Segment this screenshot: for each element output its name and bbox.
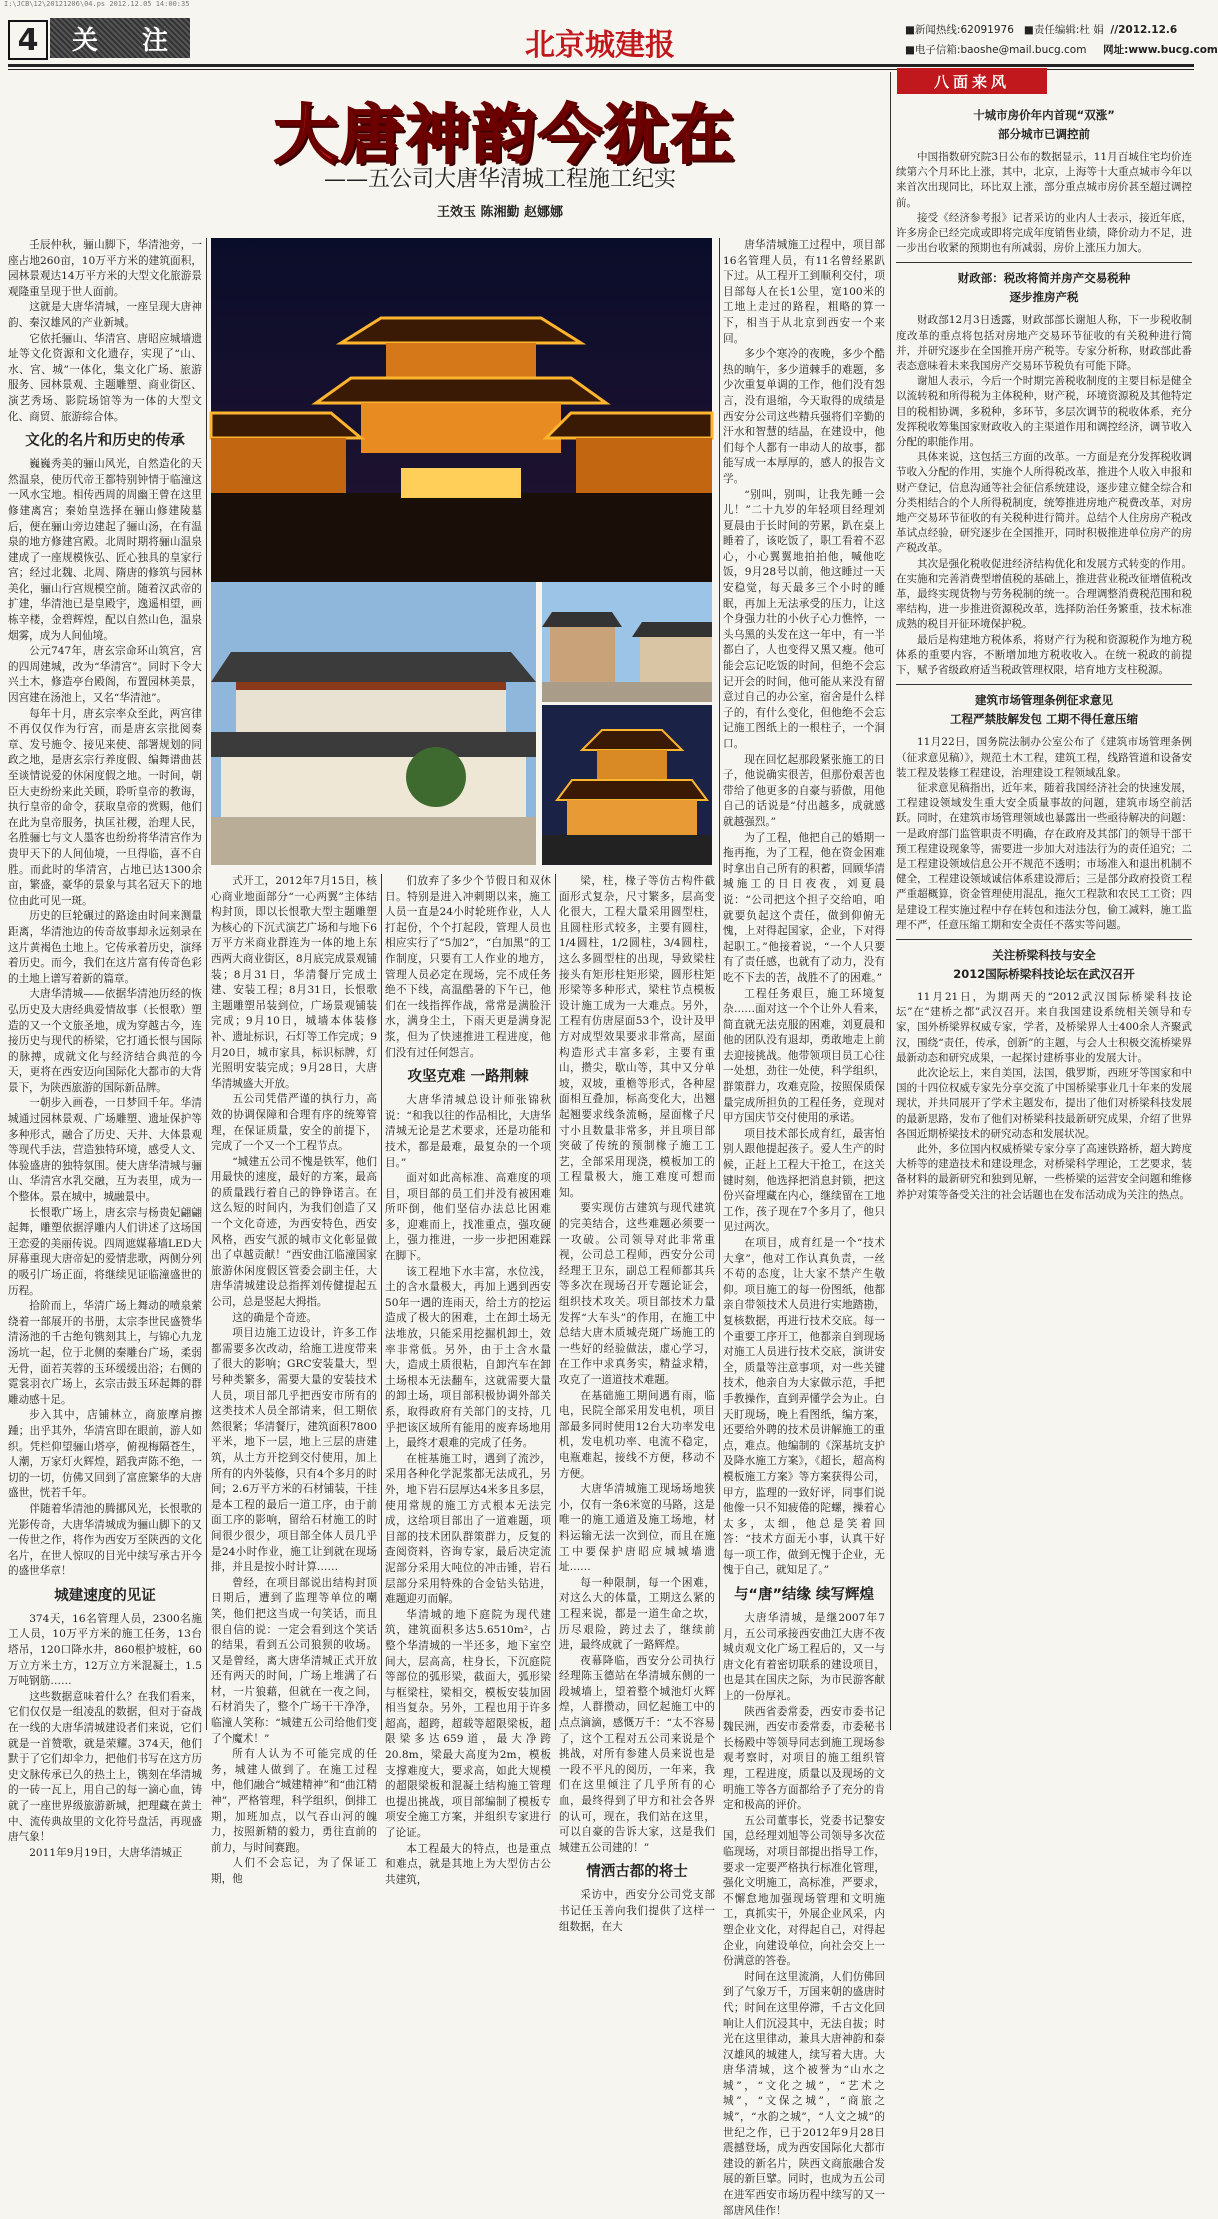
paragraph: 它依托骊山、华清宫、唐昭应城墙遗址等文化资源和文化遗存，实现了“山、水、宫、城”一体化，集文化广场、旅游服务、园林景观、主题雕塑、商业街区、演艺秀场、影院场馆等为一体的大型文化、商贸、旅游综合体。 <box>8 332 202 423</box>
paragraph: 采访中，西安分公司党支部书记任玉善向我们提供了这样一组数据，在大 <box>559 1889 715 1933</box>
column-divider <box>555 874 556 1730</box>
paragraph: 陕西省委常委，西安市委书记魏民洲，西安市委常委，市委秘书长杨殿中等领导同志到施工现场参观考察时，对项目的施工组织管理，工程进度，质量以及现场的文明施工等各方面都给予了充分的肯定和极高的评价。 <box>723 1705 885 1812</box>
section-heading: 攻坚克难 一路荆棘 <box>407 1069 529 1086</box>
paragraph: 每年十月，唐玄宗率众至此，两宫律不再仅仅作为行宫，而是唐玄宗批阅奏章、发号施令、接见来使、部署规划的同政之地，是唐玄宗行养度假、编舞谱曲甚至谈情说爱的休闲度假之地。一时间，朝臣大吏纷纷来此关顾，聆听皇帝的教诲，执行皇帝的命令，获取皇帝的赏赐，他们在此为皇帝服务，执匡社稷，治理人民，名胜骊七与文人墨客也纷纷将华清宫作为贵甲天下的人间仙境，一旦得临，喜不自胜。而此时的华清宫，占地已达1300余亩，繁盛，豪华的景象与其名冠天下的地位由此可见一斑。 <box>8 707 202 907</box>
sidebar-headline <box>896 269 1192 307</box>
article-column-1 <box>8 238 202 1859</box>
sidebar-paragraph: 具体来说，这包括三方面的改革。一方面是充分发挥税收调节收入分配的作用，实施个人所得税改革，推进个人收入申报和财产登记，信息沟通等社会征信系统建设，逐步建立健全综合和分类相结合的个人所得税制度，统筹推进房地产税费改革，对房地产交易环节征收的有关税种进行简并。总结个人住房房产税改革试点经验，研究逐步在全国推开，同时积极推进单位房产的房产税改革。 <box>896 451 1192 555</box>
sidebar-paragraph: 此次论坛上，来自美国，法国，俄罗斯，西班牙等国家和中国的十四位权威专家先分享交流了中国桥梁事业几十年来的发展现状，并共同展开了学术主题发布，提出了他们对桥梁科技发展的最新思路，发布了他们对桥梁科技最新研究成果，介绍了世界各国近期桥梁技术的研究动态和发展状况。 <box>896 1066 1192 1140</box>
paragraph: 梁，柱，椽子等仿古构件截面形式复杂，尺寸繁多，层高变化很大，工程大量采用圆型柱，且圆柱形式较多，主要有圆柱，1/4圆柱，1/2圆柱，3/4圆柱，这么多圆型柱的出现，导致梁柱接头有矩形柱矩形梁，圆形柱矩形梁等多种形式，梁柱节点模板设计施工成为一大难点。另外，工程有仿唐屋面53个，设计及甲方对成型效果要求非常高，屋面构造形式丰富多彩，主要有重山，攒尖，歇山等，其中又分单坡，双坡，重檐等形式，各种屋面相互叠加，标高变化大，出翘起翘要求线条流畅，屋面椽子尺寸小且数量非常多，并且项目部突破了传统的预制椽子施工工艺，全部采用现浇，模板加工的工程量极大，施工难度可想而知。 <box>559 875 715 1199</box>
article-column-4 <box>559 874 715 1933</box>
sidebar-separator <box>896 684 1192 685</box>
sidebar-paragraph: 11月22日，国务院法制办公室公布了《建筑市场管理条例（征求意见稿）》，规范土木工程，建筑工程，线路管道和设备安装工程及装修工程建设，治理建设工程领域乱象。 <box>896 736 1192 779</box>
sidebar-separator <box>896 262 1192 263</box>
paragraph: 们放弃了多少个节假日和双休日。特别是进入冲刺期以来，施工人员一直是24小时轮班作业，人人打起份，个个打起段，管理人员也相应实行了“5加2”，“白加黑”的工作制度，只要有工人作业的地方，管理人员必定在现场，完不成任务绝不下线，高温酷暑的下午已，他们在一线指挥作战，常常是满脸汗水，满身尘土，下雨天更是满身泥浆，但为了快速推进工程进度，他们没有过任何怨言。 <box>385 875 551 1059</box>
section-char: 关 <box>71 25 98 56</box>
paragraph: 多少个寒冷的夜晚，多少个酷热的晌午，多少道棘手的难题，多少次重复单调的工作，他们没有怨言，没有退缩，今天取得的成绩是西安分公司这些精兵强将们辛勤的汗水和智慧的结晶，在建设中，他们每个人都有一串动人的故事，都能写成一本厚厚的，感人的报告文学。 <box>723 348 885 485</box>
paragraph: 人们不会忘记，为了保证工期，他 <box>211 1857 377 1885</box>
paragraph: 项目技术部长成育红，最害怕别人跟他提起孩子。爱人生产的时候，正赶上工程大干抢工，在这关键时刻，他选择把消息封锁，把这份兴奋埋藏在内心，继续留在工地工作，孩子现在7个多月了，他只见过两次。 <box>723 1127 885 1234</box>
sidebar-paragraph: 财政部12月3日透露，财政部部长谢旭人称，下一步税收制度改革的重点将包括对房地产交易环节征收的有关税种进行简并，并研究逐步在全国推开房产税等。专家分析称，财政部此番表态意味着未来我国房产交易环节税负有可能下降。 <box>896 314 1192 373</box>
paragraph: 在项目，成育红是一个“技术大拿”，他对工作认真负责，一丝不苟的态度，让大家不禁产生敬仰。项目施工的每一份图纸，他都亲自带领技术人员进行实地踏勘，复核数据，再进行技术交底。每一个重要工序开工，他都亲自到现场对施工人员进行技术交底，演讲安全，质量等注意事项，对一些关键技术，他亲自为大家做示范，手把手教操作，直到弄懂学会为止。白天盯现场，晚上看图纸，编方案，还要给外聘的技术员讲解施工的重点，难点。他编制的《深基坑支护及降水施工方案》，《超长，超高构模板施工方案》等方案获得公司，甲方，监理的一致好评，同事们说他像一只不知疲倦的陀螺，操着心太多，太细，他总是笑着回答：“技术方面无小事，认真干好每一项工作，做到无愧于企业，无愧于自己，就知足了。” <box>723 1237 885 1577</box>
sidebar-headline <box>896 946 1192 984</box>
paragraph: 这的确是个奇迹。 <box>232 1311 317 1324</box>
paragraph: 要实现仿古建筑与现代建筑的完美结合，这些难题必须要一一攻破。公司领导对此非常重视，公司总工程师，西安分公司经理王卫东，副总工程师都其兵等多次在现场召开专题论证会，组织技术攻关。项目部技术力量发挥“大车头”的作用，在施工中总结大唐木质城壳斑广场施工的一些好的经验做法，虚心学习，在工作中求真务实，精益求精，攻克了一道道技术难题。 <box>559 1202 715 1386</box>
responsible-editor: ■责任编辑:杜 娟 <box>1023 24 1104 36</box>
sidebar-news <box>896 100 1192 1730</box>
sidebar-headline-line: 财政部：税改将简并房产交易税种 <box>957 271 1131 286</box>
issue-date: //2012.12.6 <box>1110 24 1178 36</box>
article-column-2 <box>211 874 377 1885</box>
article-headline: 大唐神韵今犹在 <box>274 99 736 173</box>
paragraph: 一朝步入画卷，一日梦回千年。华清城通过园林景观、广场雕塑、遗址保护等多种形式，融合了历史、天井、大体景观等现代手法，营造独特环境，感受人文、体验盛唐的独特氛围。使大唐华清城与骊山、华清宫水乳交融，互为表里，成为一个整体。景在城中，城融景中。 <box>8 1097 202 1204</box>
paragraph: 现在回忆起那段紧张施工的日子，他说确实很苦，但那份艰苦也带给了他更多的自豪与骄傲，用他自己的话说是“付出越多，成就感就越强烈。” <box>723 753 885 828</box>
paragraph: 这就是大唐华清城，一座呈现大唐神韵、秦汉雄风的产业新城。 <box>8 301 202 329</box>
paragraph: 大唐华清城总设计师张锦秋说：“和我以往的作品相比，大唐华清城无论是艺术要求，还是功能和技术，都是最难，最复杂的一个项目。” <box>385 1094 551 1169</box>
sidebar-headline-line: 部分城市已调控前 <box>998 127 1090 141</box>
sidebar-divider <box>890 72 891 1730</box>
sidebar-paragraph: 11月21日，为期两天的“2012武汉国际桥梁科技论坛”在“建桥之都”武汉召开。来自我国建设系统相关领导和专家，国外桥梁界权威专家，学者，及桥梁界人士400余人齐聚武汉，围绕“责任，传承，创新”的主题，与会人士积极交流桥梁界最新动态和研究成果，一起探讨建桥事业的发展大计。 <box>896 990 1192 1064</box>
paragraph: 壬辰仲秋，骊山脚下，华清池旁，一座占地260亩，10万平方米的建筑面积，园林景观达14万平方米的大型文化旅游景观隆重呈现于世人面前。 <box>8 239 202 298</box>
hotline: ■新闻热线:62091976 <box>905 24 1014 36</box>
paragraph: “城建五公司不愧是铁军，他们用最快的速度，最好的方案，最高的质量践行着自己的铮铮诺言。在这么短的时间内，为我们创造了又一个文化奇迹，为西安特色，西安风格，西安气派的城市文化彰显做出了卓越贡献！”西安曲江临潼国家旅游休闲度假区管委会副主任，大唐华清城建设总指挥刘传健提起五公司，总是竖起大拇指。 <box>211 1155 377 1309</box>
section-heading: 与“唐”结缘 续写辉煌 <box>733 1587 875 1604</box>
sidebar-headline <box>896 106 1192 144</box>
sidebar-headline-line: 逐步推房产税 <box>1009 290 1079 305</box>
section-heading: 城建速度的见证 <box>54 1587 156 1604</box>
paragraph: 式开工，2012年7月15日，核心商业地面部分“一心两翼”主体结构封顶，即以长恨歌大型主题雕塑为核心的下沉式演艺广场和与地下6万平方米商业群连为一体的地上东西两大商业街区，8月底完成景观铺装；8月31日，华清餐厅完成土建、安装工程；8月31日，长恨歌主题雕塑吊装到位，广场景观铺装完成；9月10日，城墙本体装修补、遗址标识，石灯等工作完成；9月20日，城市家具，标识标牌，灯光照明安装完成；9月28日，大唐华清城盛大开放。 <box>211 875 377 1090</box>
article-column-5 <box>723 238 885 2217</box>
paragraph: 在基础施工期间遇有雨，临电，民院全部采用发电机，项目部最多同时使用12台大功率发电机，发电机功率、电流不稳定，电瓶难起，接线不方便，移动不方便。 <box>559 1389 715 1480</box>
paragraph: 夜幕降临，西安分公司执行经理陈玉德站在华清城东侧的一段城墙上，望着整个城池灯火辉煌，人群攒动，回忆起施工中的点点滴滴，感慨万千：“太不容易了，这个工程对五公司来说是个挑战，对所有参建人员来说也是一段不平凡的阅历，一年来，我们在这里倾注了几乎所有的心血，最终得到了甲方和社会各界的认可，现在，我们站在这里，可以自豪的告诉大家，这是我们城建五公司建的！” <box>559 1654 715 1854</box>
email-address: ■电子信箱:baoshe@mail.bucg.com <box>905 44 1087 56</box>
paragraph: 这些数据意味着什么？在我们看来，它们仅仅是一组凌乱的数据，但对于奋战在一线的大唐华清城建设者们来说，它们就是一首赞歌，就是荣耀。374天，他们默于了它们却伞力，把他们书写在这方历史文脉传承已久的热土上，镌刻在华清城的一砖一瓦上，用自己的每一滴心血，铸就了一座世界级旅游新城，把理藏在黄土中、流传典故里的文化符号盘活，再现盛唐气象！ <box>8 1690 202 1844</box>
sidebar-paragraph: 接受《经济参考报》记者采访的业内人士表示，接近年底，许多房企已经完成或即将完成年度销售业绩，降价动力不足，进一步出台收紧的预期也有所减弱，房价上涨压力加大。 <box>896 211 1192 255</box>
photo-day-building <box>211 582 536 865</box>
paragraph: 每一种限制，每一个困难，对这么大的体量，工期这么紧的工程来说，都是一道生命之坎，历尽艰险，跨过去了，继续前进，最终成就了一路辉煌。 <box>559 1576 715 1652</box>
paragraph: 五公司董事长，党委书记黎安国，总经理刘旭等公司领导多次莅临现场，对项目部提出指导工作，要求一定要严格执行标准化管理，强化文明施工，高标准，严要求，不懈怠地加强现场管理和文明施工，真抓实干，外展企业风采，内塑企业文化，对得起自己，对得起企业，向建设单位，向社会交上一份满意的答卷。 <box>723 1814 885 1968</box>
paragraph: 面对如此高标准、高难度的项目，项目部的员工们并没有被困难所吓倒，他们坚信办法总比困难多，迎难而上，找准重点，强攻硬上，强力推进，一步一步把困难踩在脚下。 <box>385 1172 551 1263</box>
paragraph: 拾阶而上，华清广场上舞动的喷泉萦绕着一部展开的书册，太宗李世民盛赞华清汤池的千古绝句镌刻其上，与锦心九龙汤坑一起，位于北侧的秦雕台广场，柔弱无骨，面若芙蓉的玉环缓缓出浴；右侧的霓裳羽衣广场上，玄宗击鼓玉环起舞的群雕动感十足。 <box>8 1300 202 1406</box>
paragraph: 374天，16名管理人员，2300名施工人员，10万平方米的施工任务，13台塔吊，120口降水井，860根护坡桩，60万立方米土方，12万立方米混凝土，1.5万吨钢筋…… <box>8 1612 202 1688</box>
paragraph: 唐华清城施工过程中，项目部16名管理人员，有11名曾经累趴下过。从工程开工到顺利交付，项目部每人在长1公里，宽100米的工地上走过的路程，粗略的算一下，相当于从北京到西安一个来回。 <box>723 239 885 345</box>
paragraph: 大唐华清城，是继2007年7月，五公司承接西安曲江大唐不夜城贞观文化广场工程后的，又一与唐文化有着密切联系的建设项目，也是其在国庆之际，为市民游客献上的一份厚礼。 <box>723 1612 885 1703</box>
sidebar-paragraph: 最后是构建地方税体系，将财产行为税和资源税作为地方税体系的重要内容，不断增加地方税收收入。在统一税政的前提下，赋予省级政府适当税政管理权限，培育地方支柱税源。 <box>896 633 1192 677</box>
sidebar-headline-line: 2012国际桥梁科技论坛在武汉召开 <box>953 966 1135 981</box>
paragraph: 本工程最大的特点，也是重点和难点，就是其地上为大型仿古公共建筑， <box>385 1842 551 1886</box>
sidebar-paragraph: 谢旭人表示，今后一个时期完善税收制度的主要目标是健全以流转税和所得税为主体税种，财产税，环境资源税及其他特定目的税相协调，多税种，多环节，多层次调节的税收体系，充分发挥税收筹集国家财政收入的主渠道作用和调控经济，调节收入分配的职能作用。 <box>896 375 1192 449</box>
paragraph: 大唐华清城施工现场场地狭小，仅有一条6米宽的马路，这是唯一的施工通道及施工场地，材料运输无法一次到位，而且在施工中要保护唐昭应城城墙遗址…… <box>559 1483 715 1574</box>
paragraph: 所有人认为不可能完成的任务，城建人做到了。在施工过程中，他们融合“城建精神”和“曲江精神”，严格管理，科学组织，倒排工期，加班加点，以气吞山河的魄力，按照新精的毅力，勇往直前的前力，与时间赛跑。 <box>211 1748 377 1854</box>
sidebar-paragraph: 中国指数研究院3日公布的数据显示，11月百城住宅均价连续第六个月环比上涨，其中，北京，上海等十大重点城市今年以来首次出现同比，环比双上涨，部分重点城市房价甚至超过调控前。 <box>896 151 1192 209</box>
section-heading: 情洒古都的将士 <box>586 1864 688 1881</box>
paragraph: 长恨歌广场上，唐玄宗与杨贵妃翩翩起舞，雕塑依据浮雕内人们讲述了这场国王恋爱的美丽传说。四周遮媒幕墙LED大屏幕重现大唐帝妃的爱情悲歌，两侧分列的吸引广场正面，将继续见证临潼盛世的历程。 <box>8 1206 202 1297</box>
day-building-illustration <box>211 582 536 865</box>
night-palace-illustration <box>211 238 712 582</box>
paragraph: “别叫，别叫，让我先睡一会儿！”二十九岁的年轻项目经理刘夏晨由于长时间的劳累，趴在桌上睡着了，该吃饭了，职工看着不忍心，小心翼翼地拍拍他，喊他吃饭，9月28号以前，他这睡过一天安稳觉，每天最多三个小时的睡眠，再加上无法承受的压力，让这个身强力壮的小伙子心力憔悴，一头乌黑的头发在这一年中，有一半都白了，人也变得又黑又瘦。他可能会忘记吃饭的时间，但绝不会忘记开会的时间，他可能从来没有留意过自己的办公室，宿舍是什么样子的，有什么变化，但他绝不会忘记施工图纸上的一根柱子，一个洞口。 <box>723 488 885 750</box>
article-column-3 <box>385 874 551 1886</box>
sidebar-paragraph: 此外，多位国内权威桥梁专家分享了高速铁路桥，超大跨度大桥等的建造技术和建设理念，对桥梁科学理论，工艺要求，装备材料的最新研究和独到见解，一些桥梁的运营安全问题和维修养护对策等备受关注的社会话题也在发布活动成为关注的热点。 <box>896 1142 1192 1201</box>
masthead-meta-row2 <box>905 42 1218 57</box>
paragraph: 历史的巨轮碾过的路途由时间来测量距离，华清池边的传奇故事却永远刻录在这片黄褐色土地上。它传承着历史，演绎着历史。而今，我们在这片富有传奇色彩的土地上谱写着新的篇章。 <box>8 910 202 985</box>
column-divider <box>206 238 207 1730</box>
article-subhead: ——五公司大唐华清城工程施工纪实 <box>323 167 676 192</box>
paragraph: 2011年9月19日，大唐华清城正 <box>29 1846 183 1859</box>
gate-towers-illustration <box>542 582 712 702</box>
paragraph: 曾经，在项目部说出结构封顶日期后，遭到了监理等单位的嘲笑，他们把这当成一句笑话，而且很自信的说：一定会看到这个笑话的结果，看到五公司狼狈的收场。又是曾经，离大唐华清城正式开放还有两天的时间，广场上堆满了石材，一片狼藉，但就在一夜之间，石材消失了，整个广场干干净净，临潼人笑称：“城建五公司给他们变了个魔术！” <box>211 1576 377 1745</box>
article-byline: 王效玉 陈湘勤 赵娜娜 <box>436 205 564 220</box>
night-pavilion-illustration <box>542 705 712 865</box>
paragraph: 公元747年，唐玄宗命环山筑宫，宫的四周建城，改为“华清宫”。同时下令大兴土木，修造亭台殿阁，布置园林美景，因宫建在汤池上，又名“华清池”。 <box>8 645 202 705</box>
sidebar-headline-line: 工程严禁肢解发包 工期不得任意压缩 <box>949 712 1138 727</box>
sidebar-separator <box>896 939 1192 940</box>
website-address: 网址:www.bucg.com <box>1103 44 1218 56</box>
paragraph: 为了工程，他把自己的婚期一拖再拖，为了工程，他在资金困难时拿出自己所有的积蓄，回顾华清城施工的日日夜夜，刘夏晨说：“公司把这个担子交给咱，咱就要负起这个责任，做到仰俯无愧，上对得起国家，企业，下对得起职工。”他接着说，“一个人只要有了责任感，也就有了动力，没有吃不下去的苦，战胜不了的困难。” <box>723 831 885 984</box>
paragraph: 该工程地下水丰富，水位浅，土的含水量极大，再加上遇到西安50年一遇的连雨天，给土方的挖运造成了极大的困难，土在卸土场无法堆放，只能采用挖掘机卸土，效率非常低。另外，由于土含水量大，造成土质很粘，自卸汽车在卸土场根本无法翻车，这就需要大量的卸土场，项目部积极协调外部关系，取得政府有关部门的支持，几乎把该区域所有能用的废弃场地用上，最终才艰难的完成了任务。 <box>385 1265 551 1450</box>
masthead-meta-row1 <box>905 22 1177 37</box>
sidebar-paragraph: 其次是强化税收促进经济结构优化和发展方式转变的作用。在实施和完善消费型增值税的基础上，推进营业税改征增值税改革，最终实现货物与劳务税制的统一。合理调整消费税范围和税率结构，进一步推进资源税改革，选择防治任务繁重，技术标准成熟的税目开征环境保护税。 <box>896 557 1192 631</box>
print-slug: I:\JCB\12\20121206\04.ps 2012.12.05 14:00:35 <box>4 0 190 8</box>
masthead-rule <box>8 64 1194 67</box>
section-heading: 文化的名片和历史的传承 <box>25 433 185 450</box>
photo-night-pavilion <box>542 705 712 865</box>
sidebar-headline <box>896 691 1192 729</box>
paragraph: 项目边施工边设计，许多工作都需要多次改动，给施工进度带来了很大的影响；GRC安装量大，型号种类繁多，需要大量的安装技术人员，项目部几乎把西安市所有的这类技术人员全部请来，但工期依然很紧；华清餐厅，建筑面积7800平米，地下一层，地上三层的唐建筑，从土方开挖到交付使用，加上所有的内外装修，只有4个多月的时间；2.6万平方米的石材铺装，干挂是本工程的最后一道工序，由于前面工序的影响，留给石材施工的时间很少很少，项目部全体人员几乎是24小时作业，施工让到就在现场排，并且是按小时计算…… <box>211 1327 377 1574</box>
photo-gate-towers <box>542 582 712 702</box>
newspaper-name: 北京城建报 <box>525 28 675 63</box>
paragraph: 伴随着华清池的腾挪风光，长恨歌的光影传奇，大唐华清城成为骊山脚下的又一传世之作，将作为西安万至陕西的文化名片，在世人惊叹的目光中续写承古开今的盛世华章！ <box>8 1502 202 1578</box>
paragraph: 工程任务艰巨，施工环境复杂……面对这一个个让外人看来，简直就无法克服的困难，刘夏晨和他的团队没有退却，勇敢地走上前去迎接挑战。他带领项目员工心往一处想，劲往一处使，科学组织，群策群力，攻难克险，按照保质保量完成所担负的工程任务，竞现对甲方国庆节交付使用的承诺。 <box>723 987 885 1125</box>
section-char: 注 <box>141 25 168 56</box>
column-divider <box>719 238 720 1730</box>
paragraph: 五公司凭借严谨的执行力，高效的协调保障和合理有序的统筹管理，在保证质量，安全的前提下，完成了一个又一个工程节点。 <box>211 1093 377 1153</box>
sidebar-headline-line: 十城市房价年内首现“双涨” <box>973 108 1115 122</box>
paragraph: 步入其中，店铺林立，商旅摩肩擦踵；出乎其外，华清宫即在眼前，游人如织。凭栏仰望骊山塔亭，俯视梅隔苍生，人潮，万家灯火辉煌，蹈我声陈不绝，一切的一切，仿佛又回到了富庶繁华的大唐盛世，恍若千年。 <box>8 1409 202 1500</box>
paragraph: 在桩基施工时，遇到了流沙，采用各种化学泥浆都无法成孔，另外，地下岩石层厚达4米多且多层，使用常规的施工方式根本无法完成，这给项目部出了一道难题，项目部的技术团队群策群力，反复的查阅资料，咨询专家，最后决定流泥部分采用大吨位的冲击锤，岩石层部分采用特殊的合金钻头钻进，难题迎刃而解。 <box>385 1452 551 1606</box>
paragraph: 大唐华清城——依据华清池历经的恢弘历史及大唐经典爱情故事（长恨歌）塑造的又一个文旅圣地，成为穿越古今，连接历史与现代的桥梁，它打通长恨与国际的脉搏，成就文化与经济结合典范的今天，更将在西安迈向国际化大都市的大背景下，为陕西旅游的国际新品牌。 <box>8 988 202 1094</box>
page-number: 4 <box>8 20 48 60</box>
sidebar-headline-line: 关注桥梁科技与安全 <box>992 947 1096 962</box>
paragraph: 时间在这里流淌，人们仿佛回到了气象万千，万国来朝的盛唐时代；时间在这里停滞，千古文化回响让人们沉浸其中，无法自拔；时光在这里律动，兼具大唐神韵和泰汉雄风的城建人，续写着大唐。大唐华清城，这个被誉为“山水之城”，“文化之城”，“艺术之城”，“文保之城”，“商旅之城”，“水韵之城”，“人文之城”的世纪之作，已于2012年9月28日震撼登场，成为西安国际化大都市建设的新名片，陕西文商旅融合发展的新巨擘。同时，也成为五公司在进军西安市场历程中续写的又一部唐风佳作！ <box>723 1970 885 2217</box>
sidebar-paragraph: 征求意见稿指出，近年来，随着我国经济社会的快速发展，工程建设领域发生重大安全质量事故的问题，建筑市场空前活跃。同时，在建筑市场管理领域也暴露出一些亟待解决的问题：一是政府部门监管职责不明确，存在政府及其部门的领导干部干预工程建设现象等，需要进一步加大对违法行为的责任追究；二是工程建设领域信息公开不规范不透明；市场准入和退出机制不健全，工程建设领域诚信体系建设滞后；三是部分政府投资工程严重超概算，资金管理使用混乱，拖欠工程款和农民工工资；四是建设工程实施过程中存在转包和违法分包，偷工减料，施工监理不严，任意压缩工期和安全责任不落实等问题。 <box>896 781 1192 931</box>
paragraph: 华清城的地下庭院为现代建筑，建筑面积多达5.6510m²，占整个华清城的一半还多，地下室空间大，层高高，柱身长，下沉庭院等部位的弧形梁，截面大，弧形梁与框梁柱，梁相交，模板安装加固相当复杂。另外，工程也用于许多超高，超跨，超载等超限梁板，超限梁多达659道，最大净跨20.8m，梁最大高度为2m，模板支撑难度大，要求高，如此大规模的超限梁板和混凝土结构施工管理也提出挑战，项目部编制了模板专项安全施工方案，并组织专家进行了论证。 <box>385 1608 551 1840</box>
paragraph: 巍巍秀美的骊山风光，自然造化的天然温泉，使历代帝王都特别钟情于临潼这一风水宝地。相传西周的周幽王曾在这里修建离宫；秦始皇选择在骊山修建陵墓后，便在骊山旁边建起了骊山汤，在有温泉的地方修建宫殿。北周时期将骊山温泉建成了一座规模恢弘、匠心独具的皇家行宫；经过北魏、北周、隋唐的修筑与园林美化，骊山行宫规模空前。随着汉武帝的扩建，华清池已是皇殿宇，逸遥相望，画栋辛楼，金碧辉煌，配以自然山色，温泉烟雾，成为人间仙境。 <box>8 458 202 642</box>
sidebar-headline-line: 建筑市场管理条例征求意见 <box>975 693 1113 708</box>
column-divider <box>381 874 382 1730</box>
photo-night-palace <box>211 238 712 582</box>
sidebar-header: 八面来风 <box>897 68 1047 94</box>
